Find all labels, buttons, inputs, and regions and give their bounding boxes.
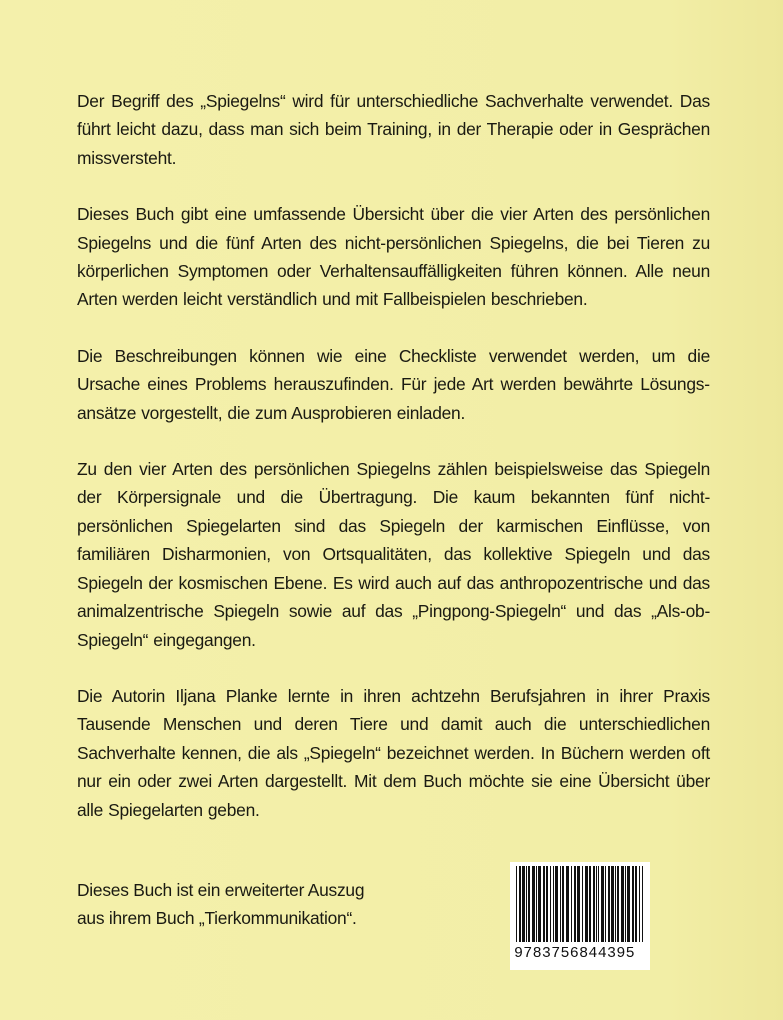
- barcode-bar: [632, 866, 634, 942]
- excerpt-note-line-2: aus ihrem Buch „Tierkommunikation“.: [77, 908, 357, 929]
- barcode-bar: [601, 866, 604, 942]
- barcode-bar: [608, 866, 610, 942]
- paragraph-intro: Der Begriff des „Spiegelns“ wird für unterschiedliche Sachverhalte verwendet. Das führt leicht dazu, dass man sich beim Training, in der Therapie oder in Gesprächen missversteht.: [77, 91, 710, 168]
- barcode-bar: [596, 866, 597, 942]
- paragraph-overview: Dieses Buch gibt eine umfassende Übersicht über die vier Arten des persönlichen Spiegelns und die fünf Arten des nicht-persönlichen Spiegelns, die bei Tieren zu körperlichen Symptomen oder Verhaltensauffälligkeiten führen können. Alle neun Arten werden leicht verständlich und mit Fallbeispielen beschrieben.: [77, 204, 710, 310]
- barcode-bar: [621, 866, 624, 942]
- description-text: [77, 87, 710, 852]
- paragraph-checklist: Die Beschreibungen können wie eine Checkliste verwendet werden, um die Ursache eines Problems herauszufinden. Für jede Art werden bewährte Lösungsansätze vorgestellt, die zum Ausprobieren einladen.: [77, 345, 710, 423]
- barcode-bar: [625, 866, 626, 942]
- barcode-bar: [516, 866, 517, 942]
- barcode-bar: [538, 866, 541, 942]
- barcode-bar: [617, 866, 619, 942]
- paragraph-types: Zu den vier Arten des persönlichen Spiegelns zählen beispielsweise das Spiegeln der Körpersignale und die Übertragung. Die kaum bekannten fünf nicht-persönlichen Spiegelarten sind das Spiegeln der karmischen Einflüsse, von familiären Disharmonien, von Ortsqualitäten, das kollektive Spiegeln und das Spiegeln der kosmischen Ebene. Es wird auch auf das anthropozentrische und das animalzentrische Spiegeln sowie auf das „Pingpong-Spiegeln“ und das „Als-ob-Spiegeln“ eingegangen.: [77, 459, 710, 650]
- barcode-bar: [546, 866, 548, 942]
- barcode-bar: [593, 866, 595, 942]
- barcode-bar: [582, 866, 583, 942]
- paragraph-author: Die Autorin Iljana Planke lernte in ihren achtzehn Berufsjahren in ihrer Praxis Tausende Menschen und deren Tiere und damit auch die unterschiedlichen Sachverhalte kennen, die als „Spiegeln“ bezeichnet werden. In Büchern werden oft nur ein oder zwei Arten dargestellt. Mit dem Buch möchte sie eine Übersicht über alle Spiegelarten geben.: [77, 685, 710, 820]
- barcode-bar: [562, 866, 564, 942]
- excerpt-note-line-1: Dieses Buch ist ein erweiterter Auszug: [77, 880, 365, 900]
- barcode-bar: [519, 866, 521, 942]
- barcode-bar: [589, 866, 591, 942]
- barcode-bar: [532, 866, 535, 942]
- barcode-bar: [615, 866, 616, 942]
- barcode-bar: [598, 866, 599, 942]
- barcode-bar: [577, 866, 580, 942]
- barcode-bar: [639, 866, 640, 942]
- barcode-bar: [574, 866, 576, 942]
- barcode-bar: [642, 866, 643, 942]
- isbn-barcode: [510, 862, 650, 970]
- barcode-bar: [585, 866, 588, 942]
- barcode-bar: [536, 866, 537, 942]
- barcode-bar: [571, 866, 572, 942]
- excerpt-note: [77, 876, 457, 933]
- barcode-bar: [543, 866, 545, 942]
- barcode-bar: [528, 866, 530, 942]
- barcode-bar: [627, 866, 630, 942]
- barcode-bar: [553, 866, 554, 942]
- barcode-bar: [550, 866, 551, 942]
- barcode-bar: [566, 866, 569, 942]
- barcode-bar: [522, 866, 525, 942]
- barcode-bar: [560, 866, 561, 942]
- barcode-bars: [510, 862, 650, 946]
- barcode-bar: [526, 866, 527, 942]
- barcode-bar: [635, 866, 637, 942]
- barcode-bar: [605, 866, 606, 942]
- barcode-bar: [611, 866, 614, 942]
- isbn-number: 9783756844395: [514, 945, 635, 962]
- barcode-bar: [555, 866, 558, 942]
